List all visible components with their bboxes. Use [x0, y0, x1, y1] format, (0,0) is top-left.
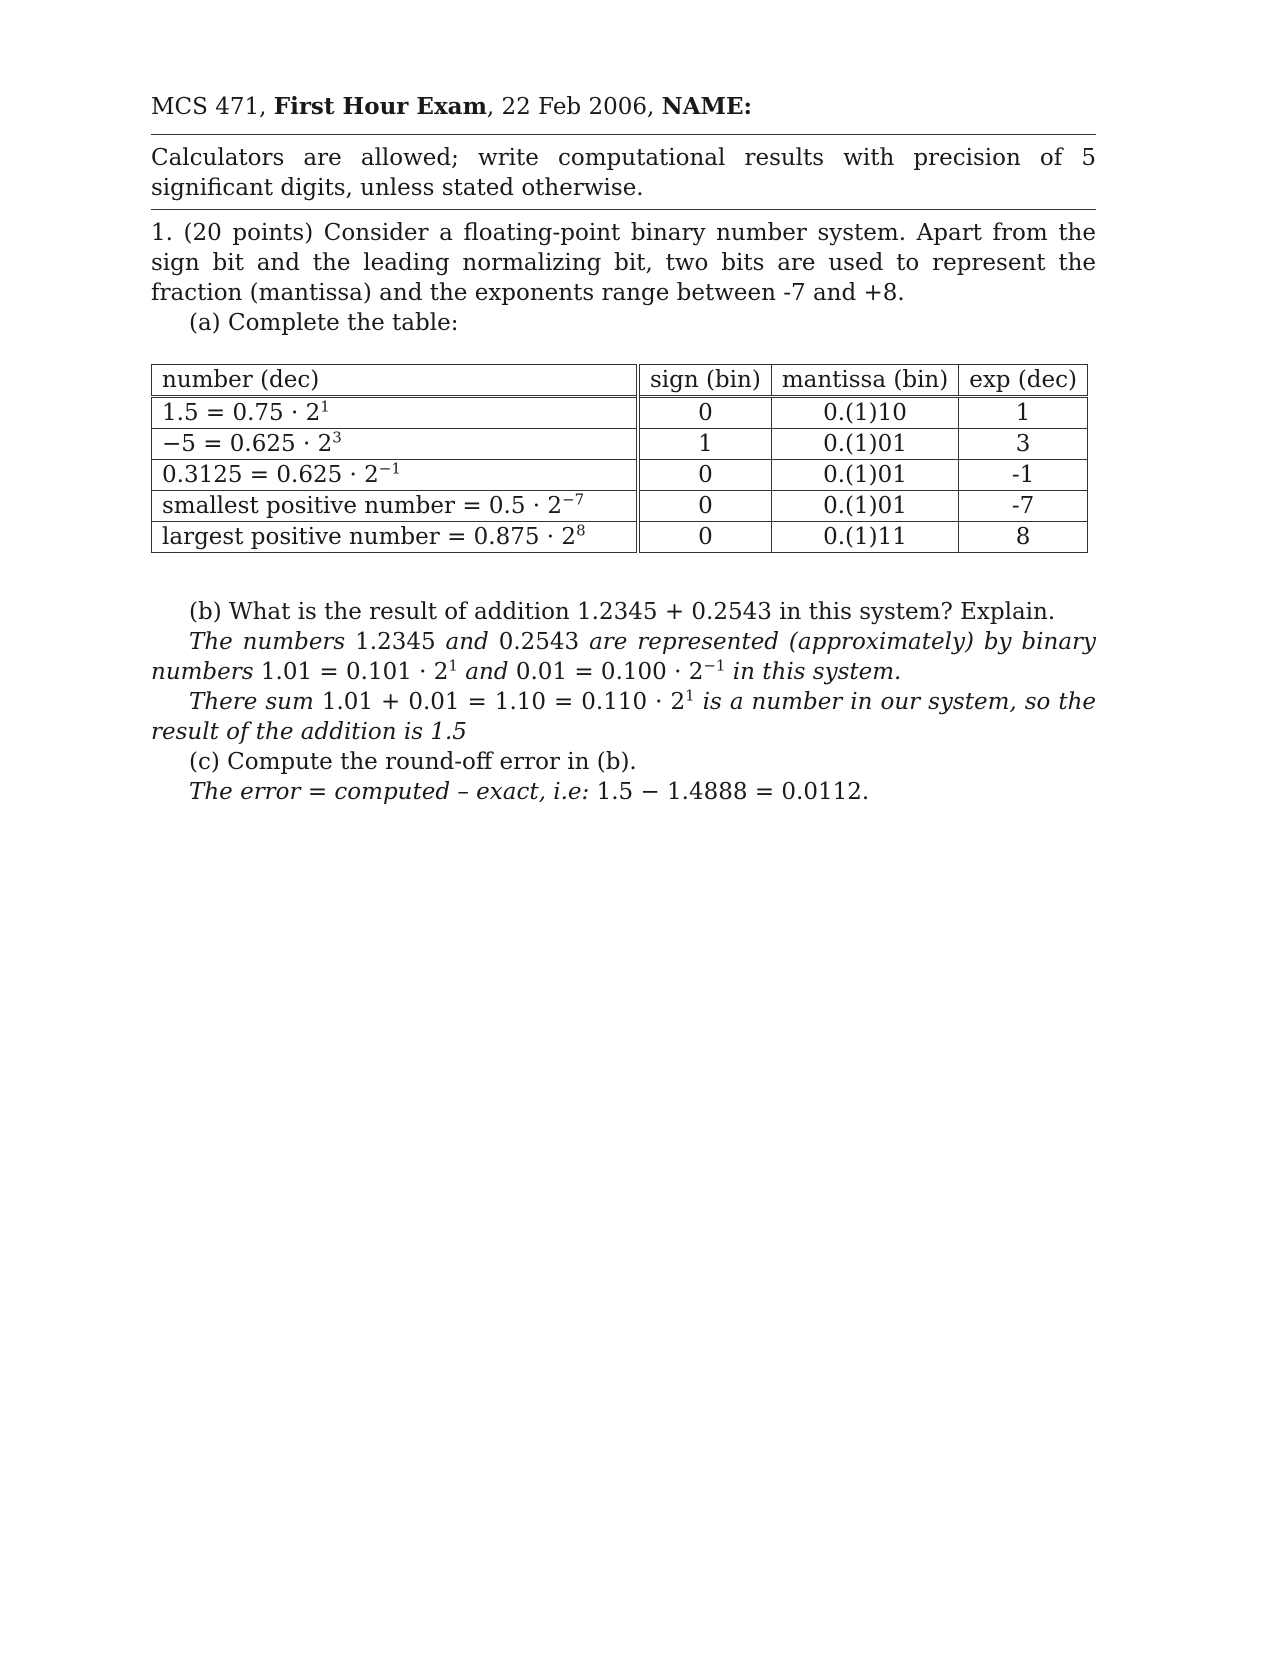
header-sign: sign (bin) [638, 365, 771, 397]
cell-exp: 1 [959, 397, 1088, 429]
header-number: number (dec) [152, 365, 638, 397]
cell-sign: 0 [638, 397, 771, 429]
exam-date: , 22 Feb 2006, [486, 94, 655, 120]
name-label: NAME: [661, 93, 752, 120]
part-b-answer-1: The numbers 1.2345 and 0.2543 are represented (approximately) by binary numbers $1.01 = 0.101 \cdot 2^1$ and $0.01 = 0.100 \cdot 2^{-1}$ in this system. [151, 629, 1097, 685]
part-c-prompt: (c) Compute the round-off error in (b). [189, 749, 637, 775]
header-mantissa: mantissa (bin) [771, 365, 958, 397]
table-row [152, 491, 1088, 522]
header-exp: exp (dec) [959, 365, 1088, 397]
table-row [152, 429, 1088, 460]
cell-exp: -7 [959, 491, 1088, 522]
cell-number: $1.5 = 0.75 \cdot 2^1$ [152, 397, 638, 429]
exam-header [151, 92, 1096, 128]
cell-number: $-5 = 0.625 \cdot 2^3$ [152, 429, 638, 460]
cell-sign: 0 [638, 522, 771, 553]
question-1-intro: 1. (20 points) Consider a floating-point binary number system. Apart from the sign bit and the leading normalizing bit, two bits are used to represent the fraction (mantissa) and the exponents range between -7 and +8. [151, 220, 1096, 306]
cell-exp: 8 [959, 522, 1088, 553]
cell-sign: 1 [638, 429, 771, 460]
table-header-row [152, 365, 1088, 397]
floating-point-table [151, 364, 1088, 553]
cell-mantissa: 0.(1)01 [771, 491, 958, 522]
cell-sign: 0 [638, 460, 771, 491]
exam-page [151, 92, 1096, 807]
cell-exp: 3 [959, 429, 1088, 460]
course-label: MCS 471, [151, 94, 267, 120]
cell-sign: 0 [638, 491, 771, 522]
part-a-prompt: (a) Complete the table: [189, 310, 459, 336]
cell-number: smallest positive number = $0.5 \cdot 2^{-7}$ [152, 491, 638, 522]
cell-number: $0.3125 = 0.625 \cdot 2^{-1}$ [152, 460, 638, 491]
part-b-answer-2: There sum $1.01 + 0.01 = 1.10 = 0.110 \cdot 2^1$ is a number in our system, so the result of the addition is 1.5 [151, 686, 1097, 745]
header-divider [151, 134, 1096, 135]
part-b-prompt: (b) What is the result of addition 1.2345 + 0.2543 in this system? Explain. [189, 599, 1056, 625]
table-row [152, 397, 1088, 429]
table-row [152, 522, 1088, 553]
cell-mantissa: 0.(1)10 [771, 397, 958, 429]
exam-title: First Hour Exam [273, 93, 487, 120]
cell-mantissa: 0.(1)01 [771, 429, 958, 460]
table-row [152, 460, 1088, 491]
cell-exp: -1 [959, 460, 1088, 491]
cell-number: largest positive number = $0.875 \cdot 2^8$ [152, 522, 638, 553]
part-c-answer: The error = computed – exact, i.e: 1.5 − 1.4888 = 0.0112. [189, 779, 870, 805]
instructions: Calculators are allowed; write computational results with precision of 5 significant digits, unless stated otherwise. [151, 145, 1096, 201]
cell-mantissa: 0.(1)01 [771, 460, 958, 491]
instructions-divider [151, 209, 1096, 210]
cell-mantissa: 0.(1)11 [771, 522, 958, 553]
